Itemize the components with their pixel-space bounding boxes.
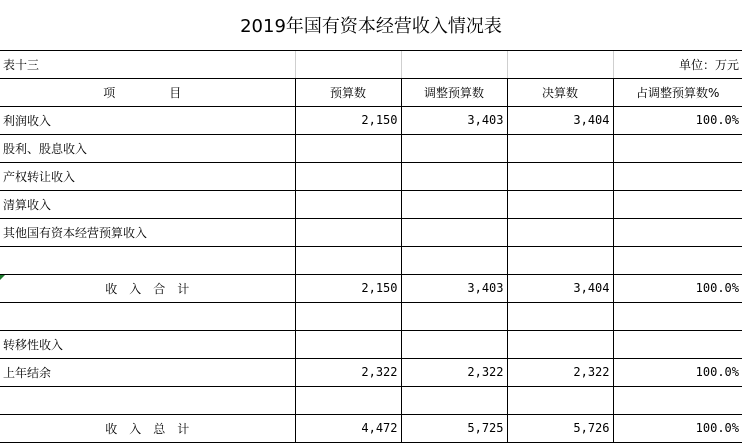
header-final: 决算数 (507, 78, 613, 106)
header-adjusted-budget: 调整预算数 (401, 78, 507, 106)
row-adjusted[interactable] (401, 162, 507, 190)
row-adjusted[interactable]: 3,403 (401, 274, 507, 302)
row-adjusted[interactable] (401, 218, 507, 246)
row-percent[interactable] (613, 330, 742, 358)
header-budget: 预算数 (295, 78, 401, 106)
grand-total-row (0, 414, 742, 442)
row-final[interactable]: 5,726 (507, 414, 613, 442)
row-adjusted[interactable] (401, 302, 507, 330)
row-percent[interactable]: 100.0% (613, 274, 742, 302)
row-final[interactable] (507, 218, 613, 246)
row-final[interactable]: 2,322 (507, 358, 613, 386)
row-percent[interactable] (613, 246, 742, 274)
row-item[interactable]: 其他国有资本经营预算收入 (0, 218, 295, 246)
row-final[interactable] (507, 386, 613, 414)
row-item[interactable]: 股利、股息收入 (0, 134, 295, 162)
row-item[interactable]: 转移性收入 (0, 330, 295, 358)
row-percent[interactable] (613, 302, 742, 330)
row-budget[interactable]: 4,472 (295, 414, 401, 442)
table-row (0, 218, 742, 246)
row-final[interactable] (507, 134, 613, 162)
subtotal-row (0, 274, 742, 302)
row-final[interactable] (507, 302, 613, 330)
empty-cell[interactable] (401, 50, 507, 78)
row-final[interactable] (507, 190, 613, 218)
row-adjusted[interactable] (401, 190, 507, 218)
grand-total-label[interactable]: 收 入 总 计 (0, 414, 295, 442)
row-budget[interactable] (295, 134, 401, 162)
row-adjusted[interactable]: 5,725 (401, 414, 507, 442)
page-title: 2019年国有资本经营收入情况表 (0, 0, 742, 50)
header-item: 项 目 (0, 78, 295, 106)
row-budget[interactable] (295, 162, 401, 190)
row-item[interactable]: 清算收入 (0, 190, 295, 218)
row-percent[interactable] (613, 134, 742, 162)
row-budget[interactable] (295, 190, 401, 218)
header-row (0, 78, 742, 106)
row-adjusted[interactable] (401, 330, 507, 358)
table-number-label: 表十三 (0, 50, 295, 78)
row-item[interactable]: 产权转让收入 (0, 162, 295, 190)
table-row (0, 162, 742, 190)
table-row (0, 302, 742, 330)
row-percent[interactable] (613, 162, 742, 190)
table-row (0, 330, 742, 358)
row-final[interactable]: 3,404 (507, 106, 613, 134)
table-row (0, 134, 742, 162)
row-budget[interactable] (295, 302, 401, 330)
row-final[interactable] (507, 330, 613, 358)
table-row (0, 190, 742, 218)
row-percent[interactable] (613, 386, 742, 414)
row-percent[interactable]: 100.0% (613, 106, 742, 134)
table-row (0, 358, 742, 386)
table-row (0, 386, 742, 414)
row-final[interactable] (507, 162, 613, 190)
table-row (0, 106, 742, 134)
row-budget[interactable] (295, 246, 401, 274)
row-percent[interactable]: 100.0% (613, 414, 742, 442)
unit-label: 单位：万元 (613, 50, 742, 78)
row-item[interactable]: 利润收入 (0, 106, 295, 134)
row-item[interactable]: 上年结余 (0, 358, 295, 386)
row-budget[interactable] (295, 330, 401, 358)
row-adjusted[interactable]: 2,322 (401, 358, 507, 386)
row-percent[interactable] (613, 190, 742, 218)
row-budget[interactable] (295, 386, 401, 414)
row-item[interactable] (0, 386, 295, 414)
row-adjusted[interactable] (401, 246, 507, 274)
header-percent: 占调整预算数% (613, 78, 742, 106)
row-item[interactable] (0, 246, 295, 274)
row-budget[interactable] (295, 218, 401, 246)
empty-cell[interactable] (295, 50, 401, 78)
row-adjusted[interactable]: 3,403 (401, 106, 507, 134)
row-adjusted[interactable] (401, 386, 507, 414)
row-percent[interactable] (613, 218, 742, 246)
subtotal-label[interactable]: 收 入 合 计 (0, 274, 295, 302)
empty-cell[interactable] (507, 50, 613, 78)
row-item[interactable] (0, 302, 295, 330)
row-adjusted[interactable] (401, 134, 507, 162)
row-final[interactable]: 3,404 (507, 274, 613, 302)
row-budget[interactable]: 2,322 (295, 358, 401, 386)
row-budget[interactable]: 2,150 (295, 274, 401, 302)
row-budget[interactable]: 2,150 (295, 106, 401, 134)
row-final[interactable] (507, 246, 613, 274)
table-row (0, 246, 742, 274)
row-percent[interactable]: 100.0% (613, 358, 742, 386)
